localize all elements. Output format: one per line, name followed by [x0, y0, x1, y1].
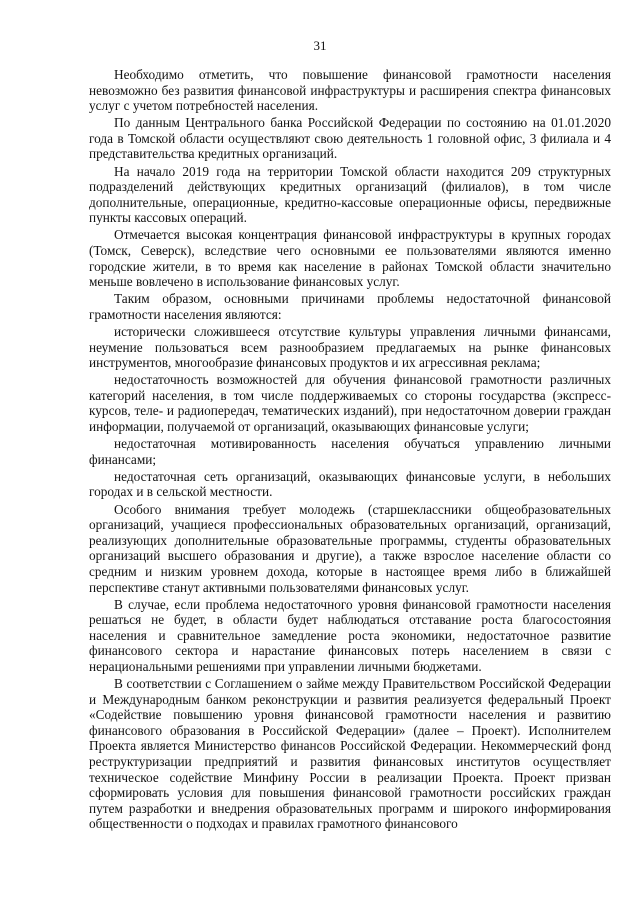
paragraph-infrastructure: Необходимо отметить, что повышение финансовой грамотности населения невозможно без развития финансовой инфраструктуры и расширения спектра финансовых услуг с учетом потребностей населения.	[89, 67, 611, 114]
paragraph-central-bank: По данным Центрального банка Российской Федерации по состоянию на 01.01.2020 года в Томской области осуществляют свою деятельность 1 головной офис, 3 филиала и 4 представительства кредитных организаций.	[89, 115, 611, 162]
list-item-education: недостаточность возможностей для обучения финансовой грамотности различных категорий населения, в том числе поддерживаемых со стороны государства (экспресс-курсов, теле- и радиопередач, тематических изданий), при недостаточном доверии граждан информации, получаемой от организаций, оказывающих финансовые услуги;	[89, 372, 611, 435]
paragraph-consequences: В случае, если проблема недостаточного уровня финансовой грамотности населения решаться не будет, в области будет наблюдаться отставание роста благосостояния населения и сравнительное замедление роста экономики, недостаточное развитие финансового сектора и нарастание финансовых потерь населением в связи с нерациональными решениями при управлении личными бюджетами.	[89, 596, 611, 674]
paragraph-youth: Особого внимания требует молодежь (старшеклассники общеобразовательных организаций, учащиеся профессиональных образовательных организаций, организаций, реализующих дополнительные образовательные программы, студенты образовательных организаций высшего образования и другие), а также взрослое население области со средним и низким уровнем дохода, которые в настоящее время либо в ближайшей перспективе станут активными пользователями финансовых услуг.	[89, 501, 611, 595]
paragraph-federal-project: В соответствии с Соглашением о займе между Правительством Российской Федерации и Международным банком реконструкции и развития реализуется федеральный Проект «Содействие повышению уровня финансовой грамотности населения и развитию финансового образования в Российской Федерации» (далее – Проект). Исполнителем Проекта является Министерство финансов Российской Федерации. Некоммерческий фонд реструктуризации предприятий и развития финансовых институтов осуществляет техническое содействие Минфину России в реализации Проекта. Проект призван сформировать условия для повышения финансовой грамотности российских граждан путем разработки и внедрения образовательных программ и широкого информирования общественности о подходах и правилах грамотного финансового	[89, 676, 611, 832]
body-text	[89, 67, 611, 834]
paragraph-concentration: Отмечается высокая концентрация финансовой инфраструктуры в крупных городах (Томск, Северск), вследствие чего основными ее пользователями являются именно городские жители, в то время как население в районах Томской области значительно меньше вовлечено в использование финансовых услуг.	[89, 227, 611, 290]
list-item-motivation: недостаточная мотивированность населения обучаться управлению личными финансами;	[89, 436, 611, 467]
paragraph-structural-units: На начало 2019 года на территории Томской области находится 209 структурных подразделений действующих кредитных организаций (филиалов), в том числе дополнительные, операционные, кредитно-кассовые операционные офисы, передвижные пункты кассовых операций.	[89, 163, 611, 226]
list-item-network: недостаточная сеть организаций, оказывающих финансовые услуги, в небольших городах и в сельской местности.	[89, 468, 611, 500]
page-number: 31	[313, 38, 327, 53]
list-item-culture: исторически сложившееся отсутствие культуры управления личными финансами, неумение пользоваться всем разнообразием предлагаемых на рынке финансовых инструментов, многообразие финансовых продуктов и их агрессивная реклама;	[89, 324, 611, 371]
paragraph-main-reasons: Таким образом, основными причинами проблемы недостаточной финансовой грамотности населения являются:	[89, 291, 611, 322]
